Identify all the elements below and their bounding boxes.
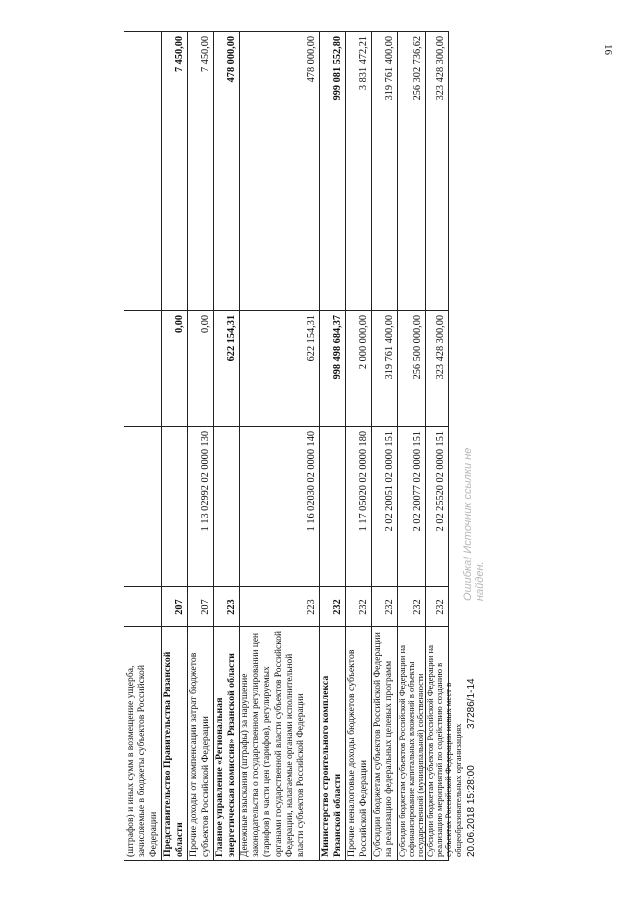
row-name: (штрафов) и иных сумм в возмещение ущерба, зачисляемые в бюджеты субъектов Российской Федерации [125, 665, 159, 857]
row-code: 223 [305, 599, 317, 615]
table-row [161, 31, 188, 861]
row-kbk [319, 427, 345, 587]
revenue-table [124, 31, 463, 861]
footer-timestamp: 20.06.2018 15:28:00 [466, 765, 477, 857]
row-value-1: 323 428 300,00 [434, 315, 446, 380]
row-value-2: 256 302 736,62 [411, 36, 423, 101]
row-kbk: 2 02 20077 02 0000 151 [411, 431, 423, 532]
row-value-1: 256 500 000,00 [411, 315, 423, 380]
column-divider [124, 586, 448, 587]
row-code: 223 [225, 599, 237, 615]
row-kbk: 2 02 20051 02 0000 151 [383, 431, 395, 532]
row-value-2: 3 831 472,21 [357, 36, 369, 91]
row-name: Денежные взыскания (штрафы) за нарушение законодательства о государственном регулировании цен (тарифов) в части цен (тарифов), регулируемых органами государственной власти субъектов Российской Федерации, налагаемые органами исполнительной власти субъектов Российской Федерации [240, 631, 307, 857]
table-row [187, 31, 214, 861]
row-value-1: 2 000 000,00 [357, 315, 369, 370]
row-kbk [161, 427, 187, 587]
table-row [425, 31, 463, 861]
row-value-1 [124, 311, 161, 427]
table-row [239, 31, 320, 861]
row-value-1: 0,00 [173, 315, 185, 334]
row-code: 232 [331, 599, 343, 615]
row-value-1: 998 498 684,37 [331, 315, 343, 380]
row-value-2: 7 450,00 [173, 36, 185, 73]
table-row [397, 31, 426, 861]
row-value-1: 622 154,31 [225, 315, 237, 362]
row-value-2 [124, 31, 161, 311]
watermark-line: найден. [474, 561, 486, 601]
row-name: Прочие неналоговые доходы бюджетов субъектов Российской Федерации [346, 649, 369, 857]
row-code [124, 587, 161, 627]
watermark-line: Ошибка! Источник ссылки не [462, 447, 474, 601]
column-divider [124, 310, 448, 311]
row-name: Субсидии бюджетам субъектов Российской Федерации на реализацию мероприятий по содействию созданию в субъектах Российской Федерации новых мест в общеобразовательных организациях [425, 645, 463, 857]
row-value-1: 0,00 [199, 315, 211, 334]
row-code: 232 [434, 599, 446, 615]
row-value-1: 622 154,31 [305, 315, 317, 362]
rotated-content [124, 31, 500, 861]
table-row [213, 31, 240, 861]
row-code: 207 [199, 599, 211, 615]
column-divider [124, 626, 448, 627]
page-number: 16 [602, 44, 614, 55]
row-kbk [213, 427, 239, 587]
row-kbk: 2 02 25520 02 0000 151 [434, 431, 446, 532]
row-name: Министерство строительного комплекса Рязанской области [320, 675, 343, 857]
table-row [371, 31, 398, 861]
watermark-text [462, 448, 486, 601]
row-name: Прочие доходы от компенсации затрат бюджетов субъектов Российской Федерации [188, 652, 211, 857]
row-code: 232 [411, 599, 423, 615]
row-code: 207 [173, 599, 185, 615]
row-value-2: 478 000,00 [305, 36, 317, 83]
row-kbk: 1 13 02992 02 0000 130 [199, 431, 211, 532]
page-footer [462, 31, 500, 861]
row-name: Главное управление «Региональная энергетическая комиссия» Рязанской области [214, 653, 237, 857]
row-kbk: 1 16 02030 02 0000 140 [305, 431, 317, 532]
row-value-2: 999 081 552,80 [331, 36, 343, 101]
table-row [124, 31, 162, 861]
row-name: Представительство Правительства Рязанской области [162, 651, 185, 857]
footer-doc-id: 37286/1-14 [466, 678, 477, 729]
row-value-2: 319 761 400,00 [383, 36, 395, 101]
column-divider [124, 31, 448, 32]
table-row [319, 31, 346, 861]
column-divider [124, 860, 448, 861]
row-value-2: 7 450,00 [199, 36, 211, 73]
row-value-2: 478 000,00 [225, 36, 237, 83]
column-divider [124, 426, 448, 427]
row-value-1: 319 761 400,00 [383, 315, 395, 380]
row-name: Субсидии бюджетам субъектов Российской Федерации на софинансирование капитальных вложений в объекты государственной (муниципальной) собственности [397, 645, 426, 857]
table-row [345, 31, 372, 861]
row-kbk [124, 427, 161, 587]
row-code: 232 [383, 599, 395, 615]
row-code: 232 [357, 599, 369, 615]
row-value-2: 323 428 300,00 [434, 36, 446, 101]
row-name: Субсидии бюджетам субъектов Российской Федерации на реализацию федеральных целевых программ [372, 632, 395, 857]
row-kbk: 1 17 05020 02 0000 180 [357, 431, 369, 532]
